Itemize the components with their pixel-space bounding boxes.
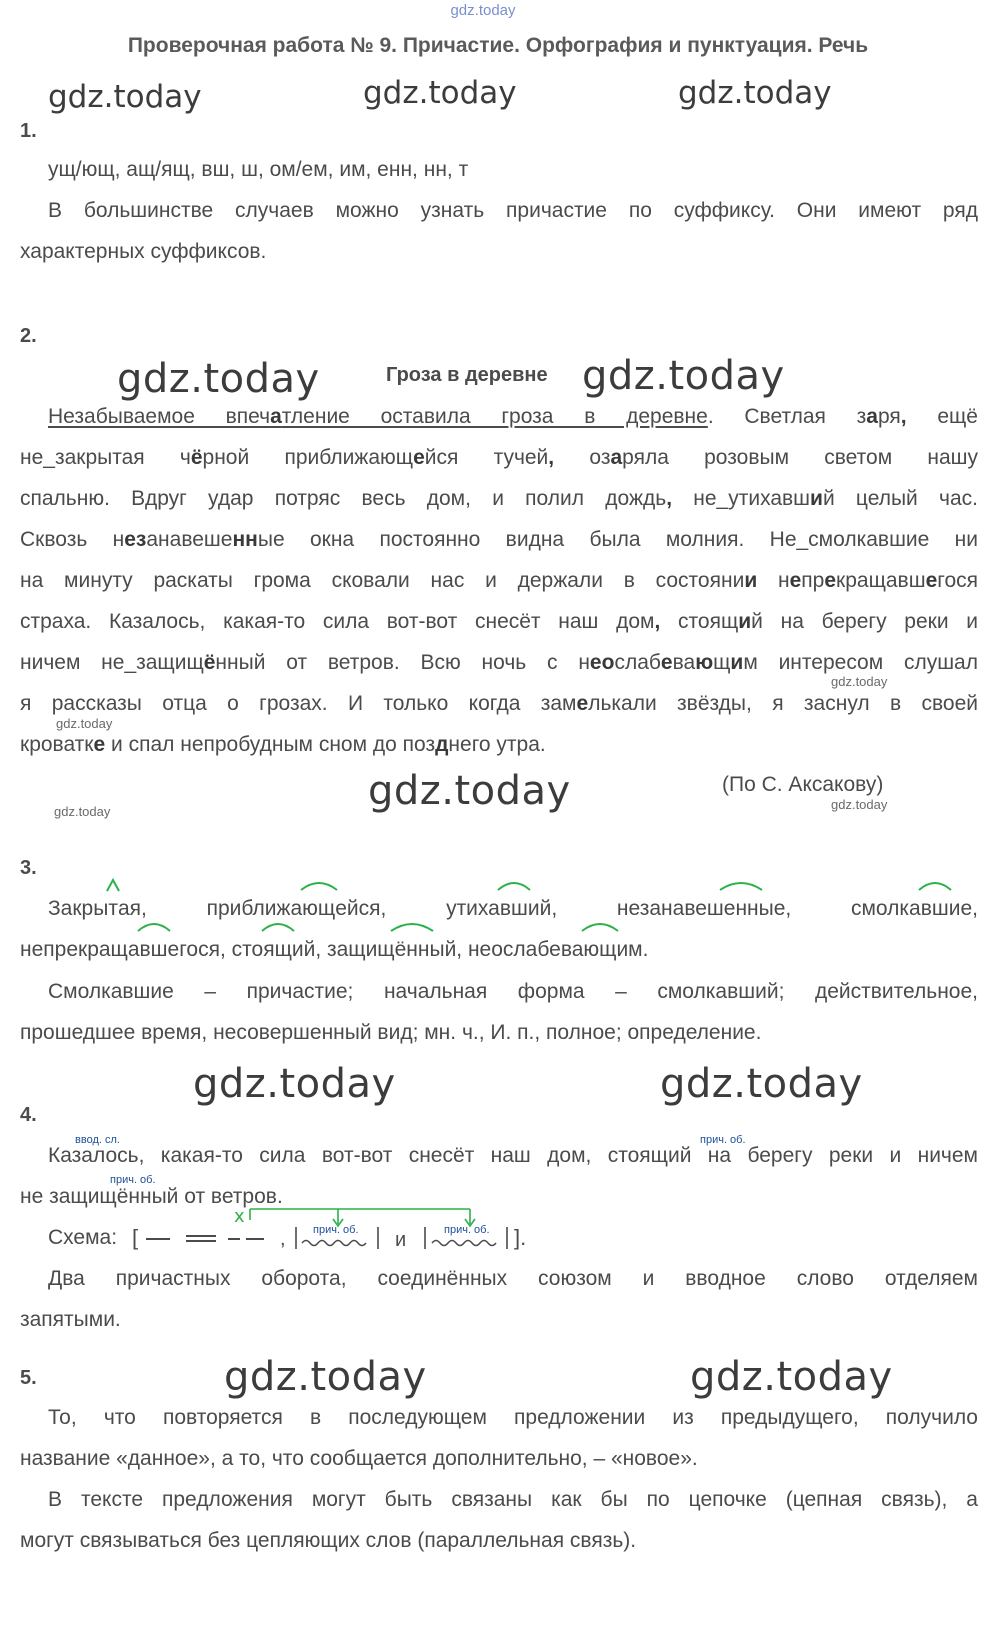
task5-line: То, что повторяется в последующем предложении из предыдущего, получило <box>48 1406 978 1429</box>
scheme-conjunction: и <box>395 1229 407 1251</box>
task4-scheme-label: Схема: <box>48 1226 118 1249</box>
task3-line: прошедшее время, несовершенный вид; мн. ч., И. п., полное; определение. <box>20 1021 762 1044</box>
svg-text:[: [ <box>132 1225 139 1250</box>
task4-line: не защищённый от ветров. <box>20 1185 283 1208</box>
task4-line: Два причастных оборота, соединённых союзом и вводное слово отделяем <box>48 1267 978 1290</box>
page-title: Проверочная работа № 9. Причастие. Орфография и пунктуация. Речь <box>127 34 869 57</box>
task-number: 4. <box>20 1104 37 1126</box>
task4-line: запятыми. <box>20 1308 121 1331</box>
watermark: gdz.today <box>48 79 202 115</box>
task5-line: В тексте предложения могут быть связаны как бы по цепочке (цепная связь), а <box>48 1488 978 1511</box>
task3-line: Смолкавшие – причастие; начальная форма – смолкавший; действительное, <box>48 980 978 1003</box>
text-subtitle: Гроза в деревне <box>386 364 548 386</box>
svg-text:x: x <box>234 1206 245 1227</box>
watermark: gdz.today <box>690 1354 893 1400</box>
watermark: gdz.today <box>831 797 888 812</box>
task1-line: ущ/ющ, ащ/ящ, вш, ш, ом/ем, им, енн, нн, т <box>48 158 469 181</box>
grammar-note: прич. об. <box>110 1174 156 1186</box>
svg-text:,: , <box>280 1228 286 1250</box>
scheme-note: прич. об. <box>313 1224 359 1236</box>
story-author: (По С. Аксакову) <box>722 773 884 796</box>
grammar-note: прич. об. <box>700 1134 746 1146</box>
task-number: 2. <box>20 325 37 347</box>
task-number: 1. <box>20 120 37 142</box>
svg-text:].: ]. <box>514 1225 527 1250</box>
task4-line: Казалось, какая-то сила вот-вот снесёт наш дом, стоящий на берегу реки и ничем <box>48 1144 978 1167</box>
watermark: gdz.today <box>224 1354 427 1400</box>
watermark: gdz.today <box>363 75 517 111</box>
task5-line: могут связываться без цепляющих слов (параллельная связь). <box>20 1529 637 1552</box>
task5-line: название «данное», а то, что сообщается дополнительно, – «новое». <box>20 1447 698 1470</box>
watermark: gdz.today <box>582 353 785 399</box>
watermark: gdz.today <box>193 1061 396 1107</box>
task-number: 3. <box>20 857 37 879</box>
task-number: 5. <box>20 1367 37 1389</box>
task1-line: В большинстве случаев можно узнать причастие по суффиксу. Они имеют ряд <box>48 199 978 222</box>
watermark: gdz.today <box>54 804 111 819</box>
task1-line: характерных суффиксов. <box>20 240 267 263</box>
watermark: gdz.today <box>117 356 320 402</box>
sentence-scheme <box>130 1217 690 1259</box>
watermark: gdz.today <box>660 1061 863 1107</box>
watermark: gdz.today <box>56 716 113 731</box>
watermark: gdz.today <box>678 75 832 111</box>
scheme-note: прич. об. <box>444 1224 490 1236</box>
watermark: gdz.today <box>831 674 888 689</box>
grammar-note: ввод. сл. <box>75 1134 120 1146</box>
watermark: gdz.today <box>368 768 571 814</box>
top-watermark: gdz.today <box>450 2 516 19</box>
